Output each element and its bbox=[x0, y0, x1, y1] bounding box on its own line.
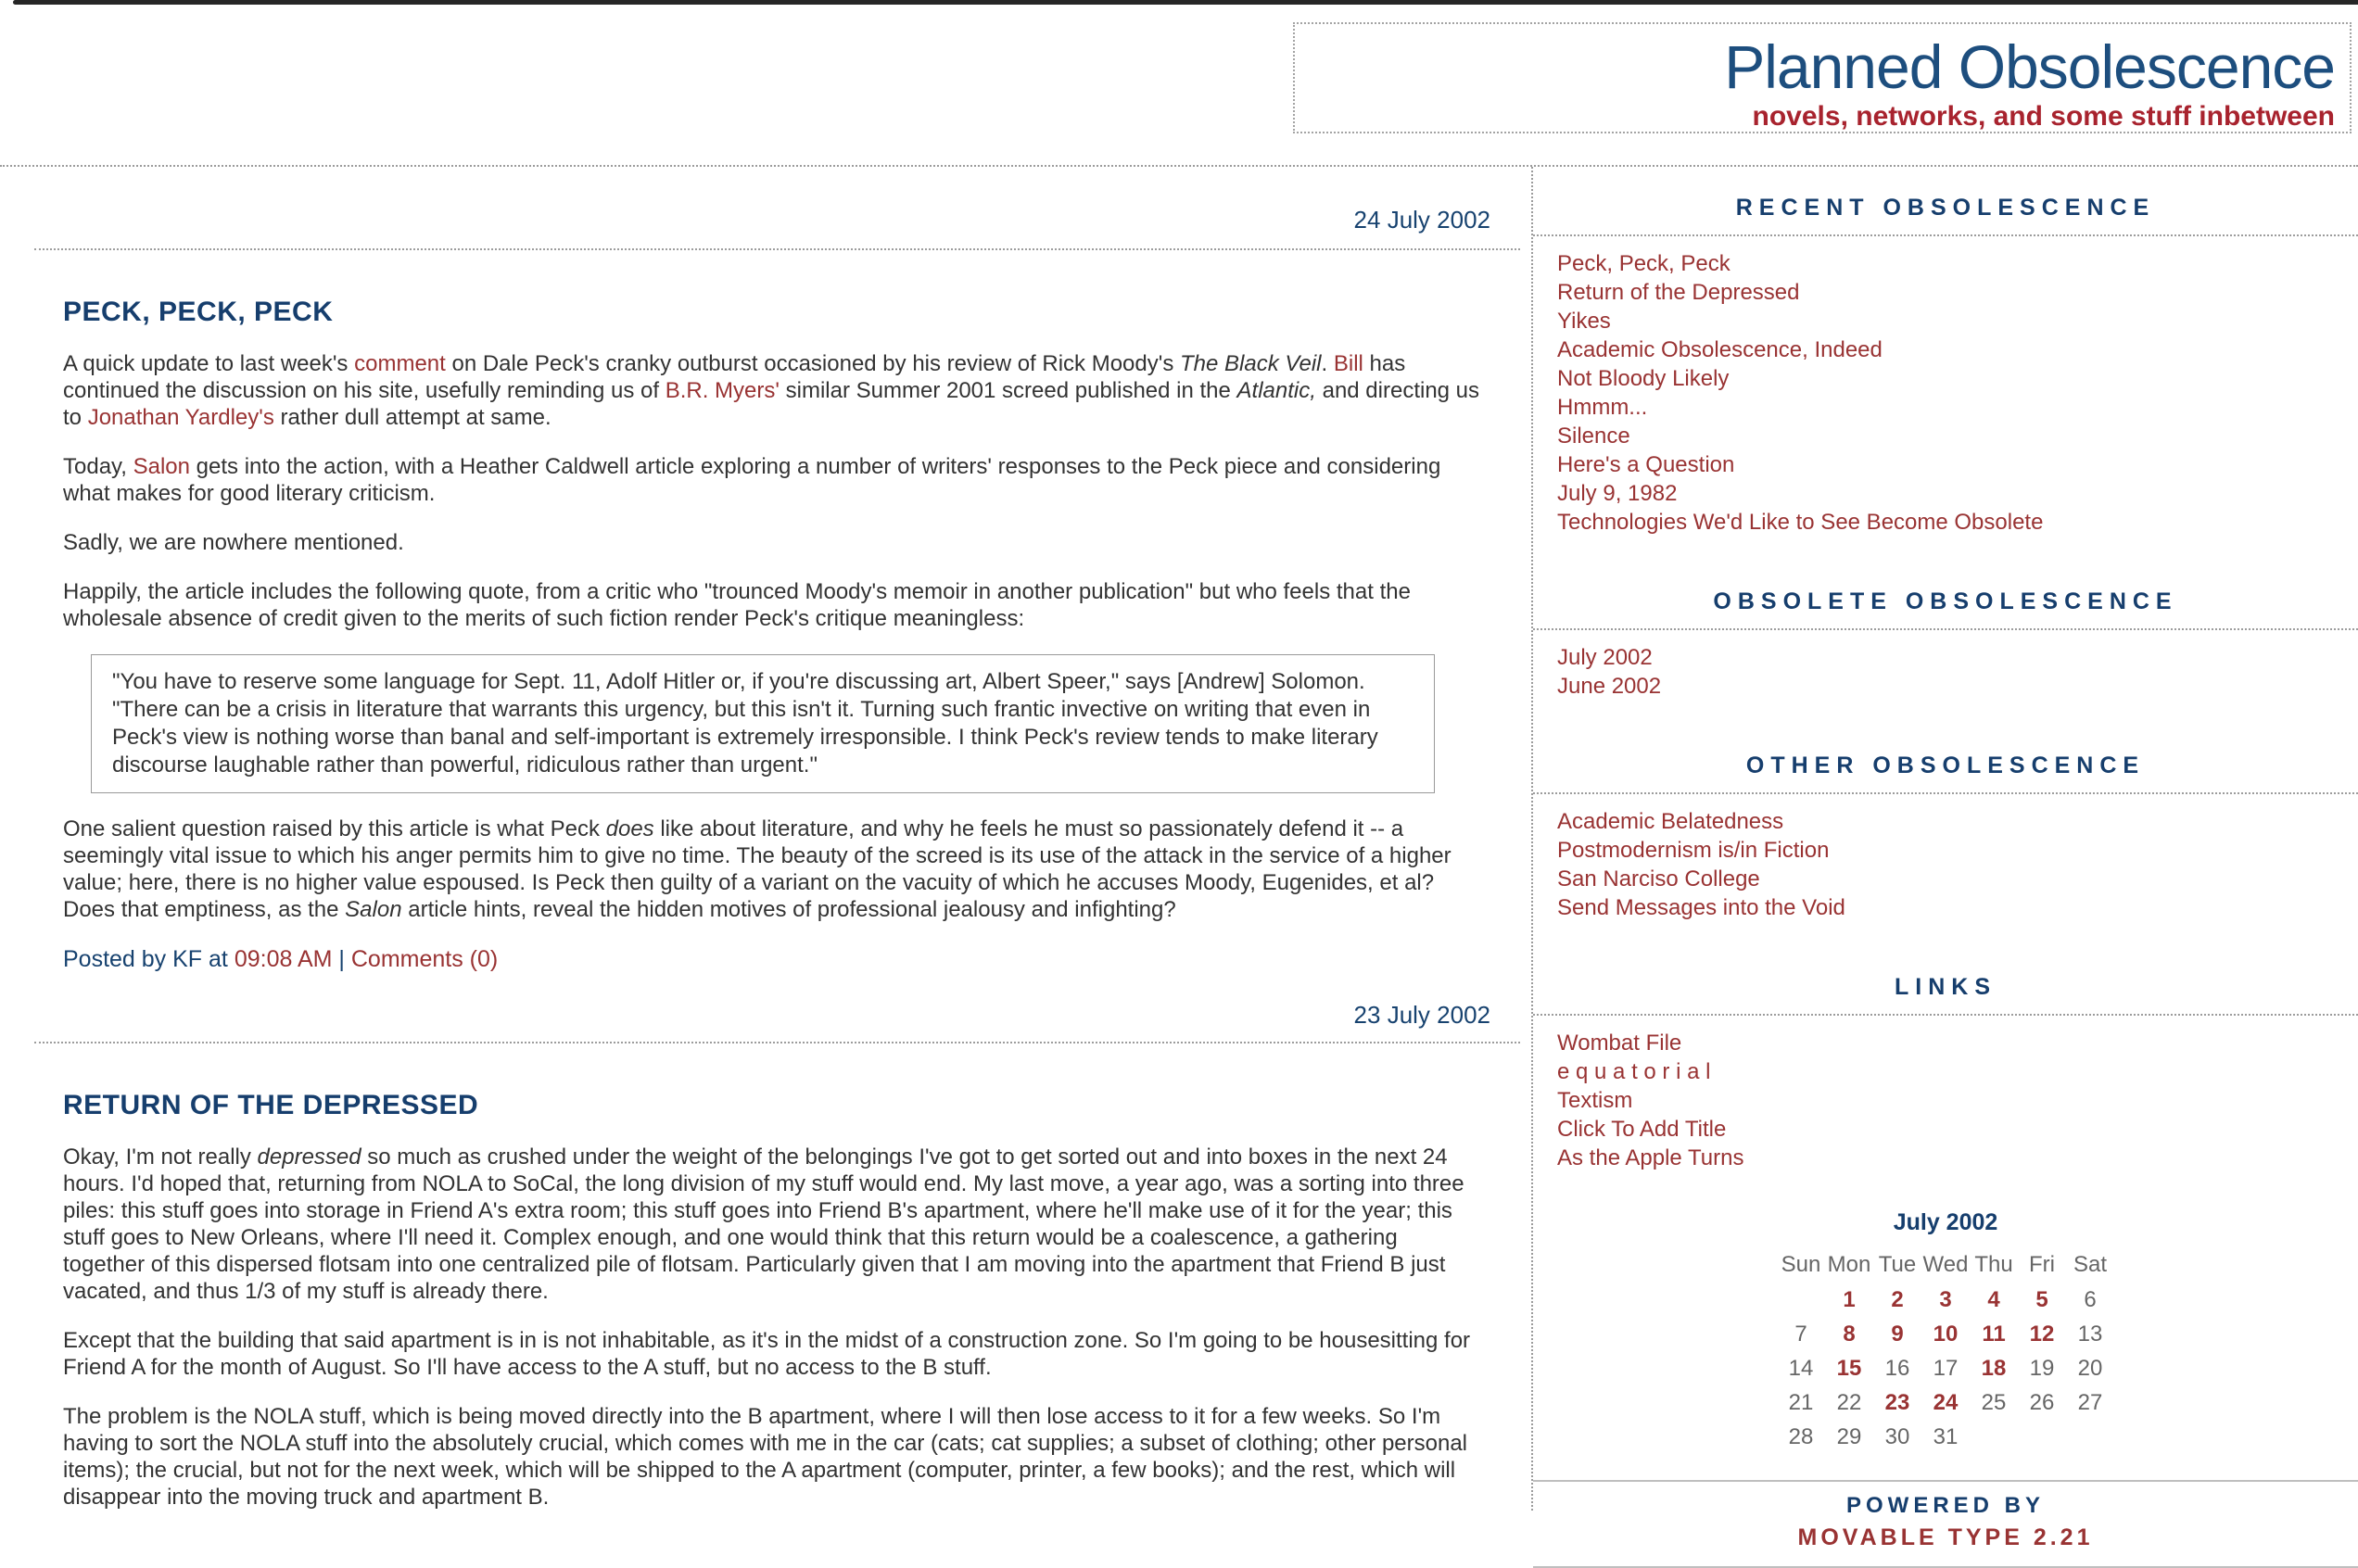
calendar-day-link[interactable]: 18 bbox=[1981, 1355, 2007, 1381]
calendar-day: 7 bbox=[1794, 1321, 1807, 1347]
text-segment: | bbox=[332, 946, 351, 972]
sidebar-link[interactable]: Peck, Peck, Peck bbox=[1557, 251, 1730, 276]
inline-link[interactable]: Bill bbox=[1333, 351, 1363, 376]
post-paragraph bbox=[63, 578, 1483, 632]
calendar-day: 30 bbox=[1884, 1423, 1910, 1449]
calendar-day-link[interactable]: 10 bbox=[1933, 1321, 1959, 1347]
sidebar-link[interactable]: Click To Add Title bbox=[1557, 1117, 1727, 1142]
text-segment: Sadly, we are nowhere mentioned. bbox=[63, 530, 404, 555]
calendar-day-link[interactable]: 12 bbox=[2029, 1321, 2055, 1347]
text-segment: depressed bbox=[257, 1144, 361, 1170]
calendar-day bbox=[2066, 1420, 2114, 1454]
text-segment: . bbox=[1321, 351, 1334, 376]
calendar-day: 27 bbox=[2077, 1389, 2103, 1415]
sidebar-link[interactable]: Here's a Question bbox=[1557, 452, 1735, 477]
post-date: 23 July 2002 bbox=[34, 973, 1520, 1043]
post-title: PECK, PECK, PECK bbox=[63, 297, 334, 327]
text-segment: Salon bbox=[345, 897, 402, 922]
sidebar-link[interactable]: Return of the Depressed bbox=[1557, 280, 1800, 305]
calendar-dayname: Mon bbox=[1827, 1252, 1871, 1277]
calendar-day: 31 bbox=[1933, 1423, 1959, 1449]
text-segment: Happily, the article includes the following quote, from a critic who "trounced Moody's memoir in another publication" but who feels that the wholesale absence of credit given to the merits of such fiction render Peck's critique meaningless: bbox=[63, 579, 1411, 631]
recent-posts-list bbox=[1533, 249, 2358, 537]
calendar-day bbox=[1777, 1283, 1825, 1317]
post-paragraph bbox=[63, 350, 1483, 431]
calendar-week-row bbox=[1777, 1351, 2114, 1385]
sidebar-link[interactable]: Technologies We'd Like to See Become Obsolete bbox=[1557, 510, 2044, 535]
calendar-dayname: Sun bbox=[1781, 1252, 1821, 1277]
post bbox=[34, 297, 1520, 973]
calendar-dayname: Tue bbox=[1878, 1252, 1917, 1277]
calendar-day bbox=[1970, 1420, 2018, 1454]
powered-by-label: POWERED BY bbox=[1845, 1493, 2045, 1518]
archives-list bbox=[1533, 643, 2358, 701]
calendar-week-row bbox=[1777, 1283, 2114, 1317]
calendar-day-link[interactable]: 8 bbox=[1843, 1321, 1856, 1347]
other-sites-list bbox=[1533, 807, 2358, 922]
inline-link[interactable]: Jonathan Yardley's bbox=[87, 405, 274, 430]
sidebar-heading-archives: OBSOLETE OBSOLESCENCE bbox=[1533, 561, 2358, 630]
calendar-dayname: Fri bbox=[2029, 1252, 2055, 1277]
text-segment: A quick update to last week's bbox=[63, 351, 355, 376]
text-segment: has continued the discussion on his site, usefully reminding us of bbox=[63, 351, 1406, 403]
sidebar-link[interactable]: July 9, 1982 bbox=[1557, 481, 1678, 506]
sidebar-link[interactable]: Textism bbox=[1557, 1088, 1633, 1113]
calendar-day-link[interactable]: 5 bbox=[2035, 1286, 2048, 1312]
post-paragraph bbox=[63, 1403, 1483, 1511]
window-top-edge bbox=[13, 0, 2358, 5]
calendar-day: 29 bbox=[1836, 1423, 1862, 1449]
post-paragraph bbox=[63, 1327, 1483, 1381]
quote-paragraph bbox=[112, 668, 1414, 779]
calendar-dayname: Wed bbox=[1922, 1252, 1969, 1277]
site-tagline: novels, networks, and some stuff inbetween bbox=[1752, 100, 2335, 132]
calendar-day: 17 bbox=[1933, 1355, 1959, 1381]
calendar-day-link[interactable]: 9 bbox=[1891, 1321, 1904, 1347]
post-title: RETURN OF THE DEPRESSED bbox=[63, 1090, 479, 1120]
calendar-dayname: Thu bbox=[1974, 1252, 2013, 1277]
post-paragraph bbox=[63, 529, 1483, 556]
calendar-table bbox=[1777, 1247, 2114, 1454]
calendar-day: 28 bbox=[1788, 1423, 1814, 1449]
calendar-day-link[interactable]: 4 bbox=[1987, 1286, 2000, 1312]
calendar-day-link[interactable]: 2 bbox=[1891, 1286, 1904, 1312]
sidebar-link[interactable]: Hmmm... bbox=[1557, 395, 1648, 420]
text-segment: Today, bbox=[63, 454, 133, 479]
inline-link[interactable]: comment bbox=[354, 351, 446, 376]
sidebar-link[interactable]: Silence bbox=[1557, 424, 1630, 449]
sidebar-heading-recent: RECENT OBSOLESCENCE bbox=[1533, 167, 2358, 236]
sidebar bbox=[1531, 167, 2358, 1550]
inline-link[interactable]: Salon bbox=[133, 454, 190, 479]
calendar-day-link[interactable]: 15 bbox=[1836, 1355, 1862, 1381]
calendar-day: 22 bbox=[1836, 1389, 1862, 1415]
links-list bbox=[1533, 1029, 2358, 1172]
sidebar-heading-other: OTHER OBSOLESCENCE bbox=[1533, 725, 2358, 794]
calendar-day-link[interactable]: 23 bbox=[1884, 1389, 1910, 1415]
inline-link[interactable]: 09:08 AM bbox=[234, 946, 333, 972]
calendar-day: 16 bbox=[1884, 1355, 1910, 1381]
calendar-day-link[interactable]: 3 bbox=[1939, 1286, 1952, 1312]
main-column bbox=[34, 167, 1520, 1511]
sidebar-link[interactable]: e q u a t o r i a l bbox=[1557, 1059, 1711, 1084]
sidebar-link[interactable]: San Narciso College bbox=[1557, 866, 1760, 891]
calendar-day: 14 bbox=[1788, 1355, 1814, 1381]
text-segment: on Dale Peck's cranky outburst occasioned by his review of Rick Moody's bbox=[445, 351, 1180, 376]
text-segment: The problem is the NOLA stuff, which is being moved directly into the B apartment, where I will then lose access to it for a few weeks. So I'm having to sort the NOLA stuff into the absolutely crucial, which comes with me in the car (cats; cat supplies; a subset of clothing; other personal items); the crucial, but not for the next week, which will be shipped to the A apartment (computer, printer, a few books); and the rest, which will disappear into the moving truck and apartment B. bbox=[63, 1404, 1467, 1510]
calendar-day: 25 bbox=[1981, 1389, 2007, 1415]
text-segment: article hints, reveal the hidden motives of professional jealousy and infighting? bbox=[401, 897, 1176, 922]
site-header bbox=[1293, 22, 2352, 133]
sidebar-link[interactable]: As the Apple Turns bbox=[1557, 1145, 1744, 1170]
calendar-daynames bbox=[1777, 1247, 2114, 1283]
calendar-month-title: July 2002 bbox=[1893, 1209, 1998, 1235]
calendar-week-row bbox=[1777, 1420, 2114, 1454]
sidebar-link[interactable]: Yikes bbox=[1557, 309, 1611, 334]
sidebar-link[interactable]: Wombat File bbox=[1557, 1031, 1682, 1056]
calendar-day bbox=[2018, 1420, 2066, 1454]
text-segment: and directing us to bbox=[63, 378, 1480, 430]
calendar-day-link[interactable]: 1 bbox=[1843, 1286, 1856, 1312]
text-segment: Okay, I'm not really bbox=[63, 1144, 258, 1170]
calendar-day: 6 bbox=[2084, 1286, 2097, 1312]
post-paragraph bbox=[63, 1144, 1483, 1305]
calendar-body bbox=[1777, 1283, 2114, 1454]
inline-link[interactable]: Comments (0) bbox=[350, 946, 499, 972]
calendar-day: 13 bbox=[2077, 1321, 2103, 1347]
text-segment: The Black Veil bbox=[1180, 351, 1322, 376]
text-segment: Posted by KF at bbox=[63, 946, 235, 972]
post-date: 24 July 2002 bbox=[34, 167, 1520, 250]
text-segment: Except that the building that said apartment is in is not inhabitable, as it's in the midst of a construction zone. So I'm going to be housesitting for Friend A for the month of August. So I'll have access to the A stuff, but no access to the B stuff. bbox=[63, 1328, 1471, 1380]
text-segment: does bbox=[605, 816, 654, 841]
sidebar-link[interactable]: Academic Belatedness bbox=[1557, 809, 1784, 834]
calendar-day: 20 bbox=[2077, 1355, 2103, 1381]
sidebar-link[interactable]: July 2002 bbox=[1557, 645, 1653, 670]
post-paragraph bbox=[63, 816, 1483, 923]
calendar-week-row bbox=[1777, 1385, 2114, 1420]
powered-by-block bbox=[1533, 1480, 2358, 1568]
quote-block bbox=[91, 654, 1435, 793]
calendar-day: 26 bbox=[2029, 1389, 2055, 1415]
text-segment: like about literature, and why he feels he must so passionately defend it -- a seemingly vital issue to which his anger permits him to give no time. The beauty of the screed is its use of the attack in the service of a higher value; here, there is no higher value espoused. Is Peck then guilty of a variant on the vacuity of which he accuses Moody, Eugenides, et al? Does that emptiness, as the bbox=[63, 816, 1452, 922]
text-segment: similar Summer 2001 screed published in the bbox=[779, 378, 1237, 403]
sidebar-link[interactable]: June 2002 bbox=[1557, 674, 1662, 699]
calendar-day-link[interactable]: 24 bbox=[1933, 1389, 1959, 1415]
post-footer bbox=[63, 945, 1483, 973]
sidebar-link[interactable]: Not Bloody Likely bbox=[1557, 366, 1730, 391]
calendar-week-row bbox=[1777, 1317, 2114, 1351]
movable-type-link[interactable]: MOVABLE TYPE 2.21 bbox=[1797, 1524, 2094, 1550]
sidebar-link[interactable]: Academic Obsolescence, Indeed bbox=[1557, 337, 1883, 362]
calendar-day: 19 bbox=[2029, 1355, 2055, 1381]
calendar bbox=[1533, 1209, 2358, 1454]
calendar-dayname: Sat bbox=[2073, 1252, 2108, 1277]
site-title[interactable]: Planned Obsolescence bbox=[1724, 32, 2335, 101]
text-segment: One salient question raised by this article is what Peck bbox=[63, 816, 606, 841]
inline-link[interactable]: B.R. Myers' bbox=[665, 378, 780, 403]
calendar-day-link[interactable]: 11 bbox=[1982, 1321, 2006, 1347]
text-segment: so much as crushed under the weight of the belongings I've got to get sorted out and into boxes in the next 24 hours. I'd hoped that, returning from NOLA to SoCal, the long division of my stuff would end. My last move, a year ago, was a sorting into three piles: this stuff goes into storage in Friend A's extra room; this stuff goes into Friend B's apartment, where he'll make use of it for the year; this stuff goes to New Orleans, where I'll need it. Complex enough, and one would think that this return would be a coalescence, a gathering together of this dispersed flotsam into one centralized pile of flotsam. Particularly given that I am moving into the apartment that Friend B just vacated, and thus 1/3 of my stuff is already there. bbox=[63, 1144, 1464, 1304]
text-segment: gets into the action, with a Heather Caldwell article exploring a number of writers' responses to the Peck piece and considering what makes for good literary criticism. bbox=[63, 454, 1441, 506]
sidebar-link[interactable]: Postmodernism is/in Fiction bbox=[1557, 838, 1830, 863]
sidebar-heading-links: LINKS bbox=[1533, 946, 2358, 1016]
calendar-day: 21 bbox=[1788, 1389, 1814, 1415]
post-paragraph bbox=[63, 453, 1483, 507]
text-segment: Atlantic, bbox=[1236, 378, 1316, 403]
post bbox=[34, 1090, 1520, 1511]
text-segment: rather dull attempt at same. bbox=[273, 405, 551, 430]
sidebar-link[interactable]: Send Messages into the Void bbox=[1557, 895, 1845, 920]
text-segment: "You have to reserve some language for Sept. 11, Adolf Hitler or, if you're discussing art, Albert Speer," says [Andrew] Solomon. "There can be a crisis in literature that warrants this urgency, but this isn't it. Turning such frantic invective on writing that even in Peck's view is nothing worse than banal and self-important is extremely irresponsible. I think Peck's review tends to make literary discourse laughable rather than powerful, ridiculous rather than urgent." bbox=[112, 669, 1378, 778]
